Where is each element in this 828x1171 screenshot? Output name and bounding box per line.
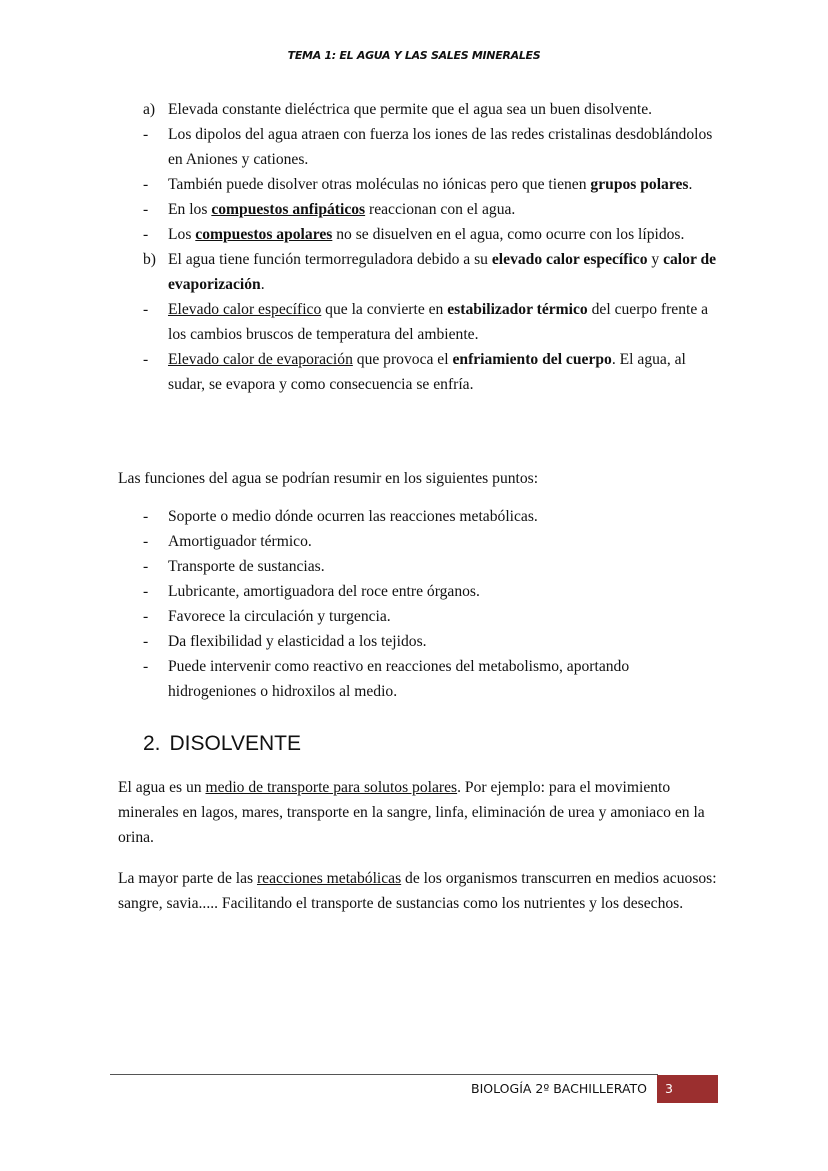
text-run: El agua tiene función termorreguladora debido a su — [168, 251, 492, 268]
text-run: que la convierte en — [321, 301, 448, 318]
text-run: . — [688, 176, 693, 193]
section-number: 2. — [143, 732, 161, 755]
list-marker: - — [143, 608, 149, 625]
emphasized-text: compuestos anfipáticos — [211, 201, 366, 218]
emphasized-text: reacciones metabólicas — [256, 870, 402, 887]
emphasized-text: grupos polares — [590, 176, 689, 193]
list-marker: - — [143, 633, 149, 650]
emphasized-text: medio de transporte para solutos polares — [205, 779, 458, 796]
list-marker: - — [143, 508, 149, 525]
list-item — [118, 347, 718, 397]
emphasized-text: elevado calor específico — [491, 251, 648, 268]
emphasized-text: calor de evaporización — [168, 251, 717, 293]
paragraph-transport — [118, 775, 718, 850]
list-marker: - — [143, 658, 149, 675]
text-run: que provoca el — [352, 351, 453, 368]
functions-list — [118, 504, 718, 704]
emphasized-text: estabilizador térmico — [447, 301, 588, 318]
text-run: no se disuelven en el agua, como ocurre con los lípidos. — [332, 226, 685, 243]
list-marker: - — [143, 176, 149, 193]
emphasized-text: enfriamiento del cuerpo — [452, 351, 612, 368]
text-run: Soporte o medio dónde ocurren las reacciones metabólicas. — [168, 508, 538, 525]
text-run: Elevada constante dieléctrica que permite que el agua sea un buen disolvente. — [168, 101, 653, 118]
text-run: y — [647, 251, 664, 268]
emphasized-text: compuestos apolares — [195, 226, 333, 243]
list-marker: - — [143, 351, 149, 368]
list-marker: - — [143, 583, 149, 600]
list-marker: - — [143, 226, 149, 243]
footer-subject: BIOLOGÍA 2º BACHILLERATO — [471, 1081, 647, 1096]
text-run: Puede intervenir como reactivo en reacciones del metabolismo, aportando hidrogeniones o hidroxilos al medio. — [168, 658, 630, 700]
list-item — [118, 247, 718, 297]
text-run: de los organismos transcurren en medios acuosos: sangre, savia..... Facilitando el transporte de sustancias como los nutrientes y los desechos. — [118, 870, 717, 912]
text-run: Amortiguador térmico. — [168, 533, 312, 550]
list-item — [118, 297, 718, 347]
list-marker: - — [143, 301, 149, 318]
list-item — [118, 197, 718, 222]
list-item — [118, 504, 718, 529]
text-run: Lubricante, amortiguadora del roce entre órganos. — [168, 583, 480, 600]
list-item — [118, 654, 718, 704]
list-marker: - — [143, 533, 149, 550]
functions-intro: Las funciones del agua se podrían resumir en los siguientes puntos: — [118, 470, 539, 487]
text-run: También puede disolver otras moléculas no iónicas pero que tienen — [168, 176, 591, 193]
section-heading — [143, 732, 301, 756]
list-marker: - — [143, 558, 149, 575]
paragraph-metabolic — [118, 866, 718, 916]
list-marker: b) — [143, 251, 156, 268]
text-run: Favorece la circulación y turgencia. — [168, 608, 391, 625]
list-marker: a) — [143, 101, 156, 118]
text-run: Transporte de sustancias. — [168, 558, 325, 575]
text-run: reaccionan con el agua. — [365, 201, 516, 218]
list-item — [118, 579, 718, 604]
list-item — [118, 554, 718, 579]
list-item — [118, 529, 718, 554]
list-item — [118, 97, 718, 122]
text-run: . El agua, al sudar, se evapora y como consecuencia se enfría. — [168, 351, 686, 393]
text-run: del cuerpo frente a los cambios bruscos de temperatura del ambiente. — [168, 301, 709, 343]
text-run: . — [260, 276, 265, 293]
list-item — [118, 172, 718, 197]
text-run: En los — [168, 201, 212, 218]
text-run: . Por ejemplo: para el movimiento minerales en lagos, mares, transporte en la sangre, linfa, eliminación de urea y amoniaco en la orina. — [118, 779, 705, 846]
section-title: DISOLVENTE — [169, 732, 301, 755]
page-number: 3 — [657, 1075, 718, 1103]
list-item — [118, 122, 718, 172]
page-header: TEMA 1: EL AGUA Y LAS SALES MINERALES — [287, 49, 541, 62]
text-run: Los — [168, 226, 196, 243]
text-run: Los dipolos del agua atraen con fuerza los iones de las redes cristalinas desdoblándolos en Aniones y cationes. — [168, 126, 713, 168]
list-marker: - — [143, 126, 149, 143]
text-run: El agua es un — [118, 779, 206, 796]
text-run: La mayor parte de las — [118, 870, 257, 887]
text-run: Da flexibilidad y elasticidad a los tejidos. — [168, 633, 427, 650]
list-item — [118, 222, 718, 247]
list-item — [118, 629, 718, 654]
emphasized-text: Elevado calor específico — [168, 301, 322, 318]
list-item — [118, 604, 718, 629]
properties-list — [118, 97, 718, 397]
emphasized-text: Elevado calor de evaporación — [168, 351, 353, 368]
list-marker: - — [143, 201, 149, 218]
